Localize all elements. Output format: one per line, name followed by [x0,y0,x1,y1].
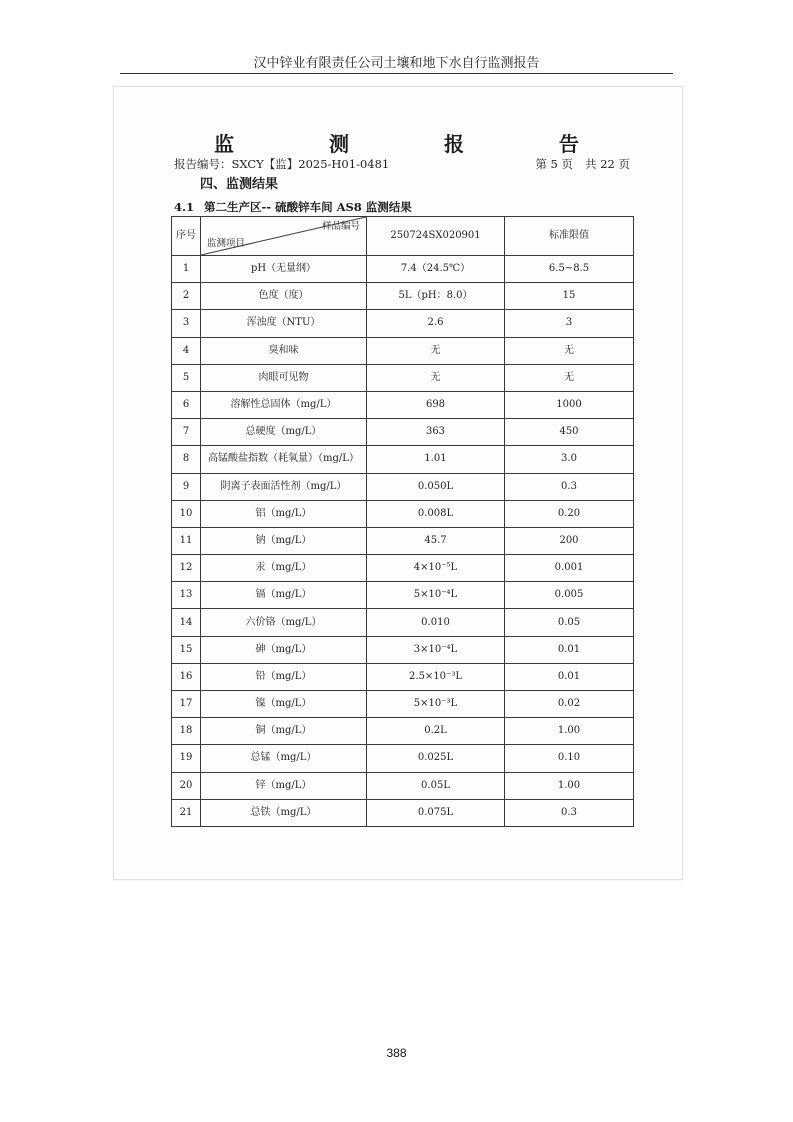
table-row [172,364,634,391]
row-limit: 无 [505,337,634,364]
row-item: 砷（mg/L） [201,636,367,663]
page-current: 第 5 页 [535,157,574,171]
header-diagonal-cell [201,217,367,256]
row-index: 5 [172,364,201,391]
row-value: 0.008L [367,500,505,527]
row-item: 臭和味 [201,337,367,364]
table-row [172,663,634,690]
results-table [171,216,634,827]
header-sample-id: 250724SX020901 [367,217,505,256]
row-item: 总锰（mg/L） [201,745,367,772]
table-row [172,772,634,799]
row-value: 4×10⁻⁵L [367,555,505,582]
row-index: 3 [172,310,201,337]
row-limit: 1.00 [505,772,634,799]
table-row [172,691,634,718]
row-limit: 1.00 [505,718,634,745]
row-value: 698 [367,391,505,418]
row-index: 16 [172,663,201,690]
row-value: 0.05L [367,772,505,799]
row-value: 5L（pH：8.0） [367,283,505,310]
row-limit: 0.10 [505,745,634,772]
row-limit: 450 [505,419,634,446]
row-limit: 0.02 [505,691,634,718]
row-limit: 3 [505,310,634,337]
row-value: 2.5×10⁻³L [367,663,505,690]
table-row [172,745,634,772]
row-index: 6 [172,391,201,418]
subsection-heading [174,199,412,215]
page-total: 共 22 页 [585,157,630,171]
table-row [172,256,634,283]
table-row [172,527,634,554]
row-limit: 0.3 [505,473,634,500]
row-value: 无 [367,337,505,364]
row-limit: 1000 [505,391,634,418]
header-limit: 标准限值 [505,217,634,256]
row-value: 1.01 [367,446,505,473]
row-value: 3×10⁻⁴L [367,636,505,663]
row-value: 2.6 [367,310,505,337]
row-index: 21 [172,799,201,826]
row-limit: 15 [505,283,634,310]
row-value: 0.010 [367,609,505,636]
row-item: 铜（mg/L） [201,718,367,745]
row-index: 17 [172,691,201,718]
table-row [172,500,634,527]
row-item: 钠（mg/L） [201,527,367,554]
report-number: 报告编号：SXCY【监】2025-H01-0481 [174,157,390,171]
row-item: 铝（mg/L） [201,500,367,527]
row-index: 7 [172,419,201,446]
header-item-label: 监测项目 [207,238,246,249]
row-index: 1 [172,256,201,283]
row-limit: 0.05 [505,609,634,636]
row-limit: 200 [505,527,634,554]
row-index: 10 [172,500,201,527]
row-value: 5×10⁻⁴L [367,582,505,609]
report-meta [174,156,630,172]
table-row [172,310,634,337]
header-sample-id-label: 样品编号 [321,221,360,232]
row-index: 13 [172,582,201,609]
page-info [523,156,630,172]
row-value: 7.4（24.5℃） [367,256,505,283]
table-row [172,799,634,826]
row-index: 4 [172,337,201,364]
row-index: 8 [172,446,201,473]
row-item: 总硬度（mg/L） [201,419,367,446]
table-row [172,609,634,636]
row-item: 铅（mg/L） [201,663,367,690]
row-value: 45.7 [367,527,505,554]
row-value: 5×10⁻³L [367,691,505,718]
row-index: 12 [172,555,201,582]
subsection-number: 4.1 [174,200,195,214]
section-heading: 四、监测结果 [200,177,279,192]
row-limit: 0.3 [505,799,634,826]
row-value: 0.075L [367,799,505,826]
subsection-title: 第二生产区-- 硫酸锌车间 AS8 监测结果 [204,200,412,214]
table-row [172,419,634,446]
table-header-row [172,217,634,256]
row-item: 浑浊度（NTU） [201,310,367,337]
row-value: 0.050L [367,473,505,500]
row-item: 镍（mg/L） [201,691,367,718]
row-limit: 0.001 [505,555,634,582]
row-item: 锌（mg/L） [201,772,367,799]
table-row [172,555,634,582]
row-index: 9 [172,473,201,500]
row-index: 14 [172,609,201,636]
document-title: 监 测 报 告 [214,132,623,156]
row-value: 无 [367,364,505,391]
row-index: 15 [172,636,201,663]
row-value: 0.2L [367,718,505,745]
row-item: 镉（mg/L） [201,582,367,609]
row-item: 溶解性总固体（mg/L） [201,391,367,418]
row-item: 肉眼可见物 [201,364,367,391]
row-limit: 无 [505,364,634,391]
row-item: pH（无量纲） [201,256,367,283]
page-number: 388 [386,1046,407,1060]
table-row [172,337,634,364]
table-row [172,283,634,310]
header-index: 序号 [172,217,201,256]
row-item: 六价铬（mg/L） [201,609,367,636]
header-rule [120,73,673,74]
row-item: 汞（mg/L） [201,555,367,582]
table-row [172,636,634,663]
row-item: 总铁（mg/L） [201,799,367,826]
row-item: 色度（度） [201,283,367,310]
row-limit: 0.20 [505,500,634,527]
row-index: 19 [172,745,201,772]
row-value: 363 [367,419,505,446]
running-header: 汉中锌业有限责任公司土壤和地下水自行监测报告 [253,56,540,71]
row-limit: 0.005 [505,582,634,609]
table-row [172,446,634,473]
row-index: 2 [172,283,201,310]
row-limit: 3.0 [505,446,634,473]
row-index: 18 [172,718,201,745]
row-value: 0.025L [367,745,505,772]
row-item: 高锰酸盐指数（耗氧量）（mg/L） [201,446,367,473]
row-item: 阴离子表面活性剂（mg/L） [201,473,367,500]
table-row [172,473,634,500]
table-row [172,718,634,745]
row-index: 20 [172,772,201,799]
row-limit: 0.01 [505,636,634,663]
table-row [172,582,634,609]
row-limit: 6.5~8.5 [505,256,634,283]
row-limit: 0.01 [505,663,634,690]
table-row [172,391,634,418]
row-index: 11 [172,527,201,554]
